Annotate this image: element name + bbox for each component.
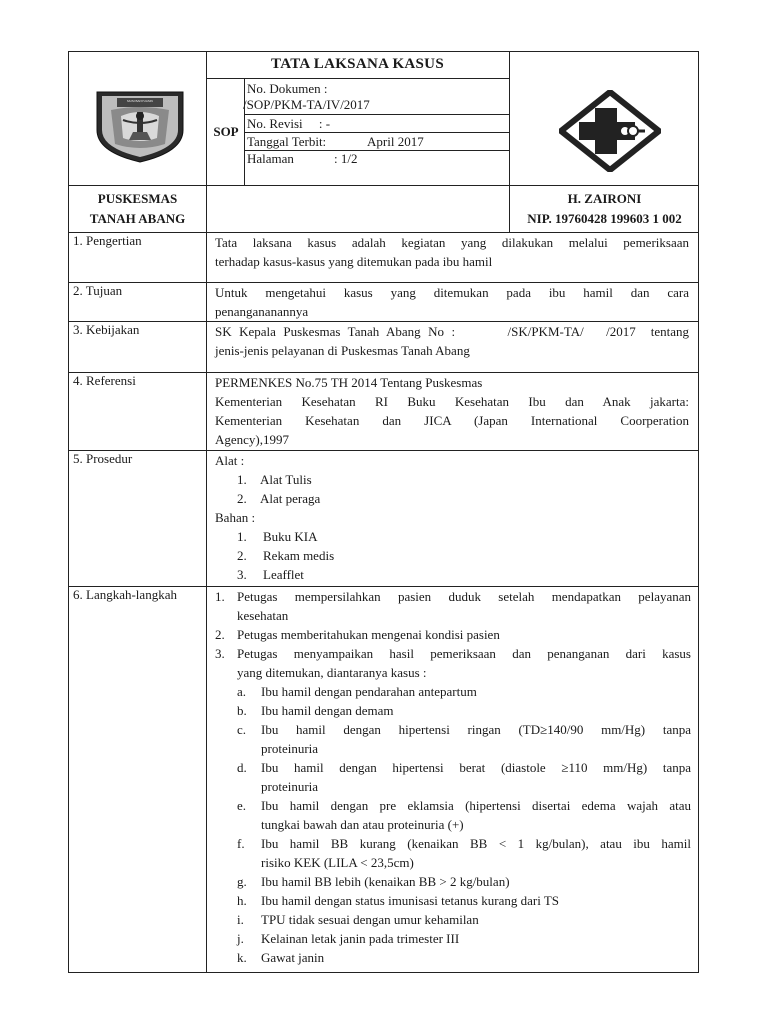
org-name (69, 189, 206, 229)
page-label: Halaman (247, 151, 294, 166)
sop-col-divider (244, 78, 245, 185)
list-item (215, 872, 691, 891)
puskesmas-logo (559, 90, 661, 172)
signer-block (509, 189, 700, 229)
section-label-langkah: 6. Langkah-langkah (73, 587, 177, 602)
list-item (215, 929, 691, 948)
referensi-line2: Kementerian Kesehatan RI Buku Kesehatan Ibu dan Anak jakarta: (215, 394, 689, 409)
doc-number-value: /SOP/PKM-TA/IV/2017 (243, 97, 370, 112)
list-letter: e. (237, 798, 247, 813)
bahan-item-2: Rekam medis (263, 548, 335, 563)
step-2: Petugas memberitahukan mengenai kondisi pasien (237, 627, 500, 642)
list-letter: d. (237, 760, 247, 775)
page-value: : 1/2 (334, 151, 358, 166)
case-k: Gawat janin (261, 950, 325, 965)
section-label-referensi: 4. Referensi (73, 373, 136, 388)
list-item (215, 682, 691, 701)
section-label-pengertian: 1. Pengertian (73, 233, 142, 248)
revision-info: No. Revisi : - (247, 116, 331, 131)
list-item (215, 720, 691, 758)
case-g: Ibu hamil BB lebih (kenaikan BB > 2 kg/bulan) (261, 874, 510, 889)
logo-col-divider (206, 52, 207, 232)
doc-number-label: No. Dokumen : (247, 81, 328, 96)
section-body-referensi (215, 373, 689, 449)
list-item (215, 796, 691, 834)
list-number: 1. (237, 529, 247, 544)
list-letter: a. (237, 684, 247, 699)
section-body-tujuan (215, 283, 689, 321)
health-cross-icon (559, 90, 661, 172)
list-letter: f. (237, 836, 245, 851)
section-label-prosedur: 5. Prosedur (73, 451, 133, 466)
list-letter: c. (237, 722, 247, 737)
list-number: 2. (237, 491, 247, 506)
document-title: TATA LAKSANA KASUS (271, 56, 444, 72)
list-number: 3. (237, 567, 247, 582)
docno-divider (244, 114, 509, 115)
alat-label: Alat : (215, 453, 245, 468)
section-body-langkah (215, 587, 691, 967)
list-number: 2. (215, 627, 225, 642)
list-number: 2. (237, 548, 247, 563)
case-e-line1: Ibu hamil dengan pre eklamsia (hipertensi disertai edema wajah atau (261, 798, 691, 813)
step-1-line2: kesehatan (237, 608, 289, 623)
signer-name: H. ZAIRONI (567, 191, 642, 206)
list-item (215, 948, 691, 967)
list-number: 1. (237, 472, 247, 487)
case-f-line1: Ibu hamil BB kurang (kenaikan BB < 1 kg/bulan), atau ibu hamil (261, 836, 691, 851)
list-letter: k. (237, 950, 247, 965)
list-letter: j. (237, 931, 244, 946)
bahan-item-1: Buku KIA (263, 529, 318, 544)
section-body-prosedur (215, 451, 689, 584)
pengertian-line1: Tata laksana kasus adalah kegiatan yang dilakukan melalui pemeriksaan (215, 235, 689, 250)
alat-item-1: Alat Tulis (260, 472, 312, 487)
list-item (215, 910, 691, 929)
list-number: 1. (215, 589, 225, 604)
list-item (215, 527, 689, 546)
list-item (215, 834, 691, 872)
list-letter: b. (237, 703, 247, 718)
list-item (215, 644, 691, 682)
case-a: Ibu hamil dengan pendarahan antepartum (261, 684, 477, 699)
case-f-line2: risiko KEK (LILA < 23,5cm) (261, 855, 414, 870)
org-name-line1: PUSKESMAS (97, 191, 178, 206)
case-d-line2: proteinuria (261, 779, 319, 794)
revision-divider (244, 132, 509, 133)
list-item (215, 565, 689, 584)
case-h: Ibu hamil dengan status imunisasi tetanus kurang dari TS (261, 893, 559, 908)
signer-nip: NIP. 19760428 199603 1 002 (527, 211, 682, 226)
case-i: TPU tidak sesuai dengan umur kehamilan (261, 912, 479, 927)
pengertian-line2: terhadap kasus-kasus yang ditemukan pada ibu hamil (215, 254, 493, 269)
list-item (215, 891, 691, 910)
list-letter: h. (237, 893, 247, 908)
kebijakan-line1: SK Kepala Puskesmas Tanah Abang No : /SK/PKM-TA/ /2017 tentang (215, 324, 689, 339)
issue-date-value: April 2017 (367, 134, 424, 149)
tujuan-line2: penangananannya (215, 304, 309, 319)
list-item (215, 587, 691, 625)
list-item (215, 701, 691, 720)
list-item (215, 489, 689, 508)
issue-date-label: Tanggal Terbit: (247, 134, 327, 149)
label-col-divider (206, 232, 207, 973)
referensi-line3: Kementerian Kesehatan dan JICA (Japan International Coorperation (215, 413, 689, 428)
kebijakan-line2: jenis-jenis pelayanan di Puskesmas Tanah Abang (215, 343, 470, 358)
list-letter: i. (237, 912, 244, 927)
tujuan-line1: Untuk mengetahui kasus yang ditemukan pada ibu hamil dan cara (215, 285, 689, 300)
section-label-tujuan: 2. Tujuan (73, 283, 123, 298)
list-item (215, 546, 689, 565)
alat-item-2: Alat peraga (260, 491, 321, 506)
case-e-line2: tungkai bawah dan atau proteinuria (+) (261, 817, 464, 832)
regency-crest-icon (91, 86, 189, 164)
bahan-label: Bahan : (215, 510, 256, 525)
list-item (215, 625, 691, 644)
title-divider (206, 78, 509, 79)
case-j: Kelainan letak janin pada trimester III (261, 931, 460, 946)
list-item (215, 758, 691, 796)
org-name-line2: TANAH ABANG (89, 211, 186, 226)
sop-document (68, 51, 699, 973)
regency-logo-text: MUSI BANYUASIN (127, 99, 153, 103)
section-body-pengertian (215, 233, 689, 271)
case-b: Ibu hamil dengan demam (261, 703, 394, 718)
header-bottom-line (69, 185, 699, 186)
case-c-line2: proteinuria (261, 741, 319, 756)
list-letter: g. (237, 874, 247, 889)
step-3-line2: yang ditemukan, diantaranya kasus : (237, 665, 427, 680)
list-item (215, 470, 689, 489)
section-body-kebijakan (215, 322, 689, 360)
step-1-line1: Petugas mempersilahkan pasien duduk setelah mendapatkan pelayanan (237, 589, 691, 604)
case-c-line1: Ibu hamil dengan hipertensi ringan (TD≥140/90 mm/Hg) tanpa (261, 722, 691, 737)
section-label-kebijakan: 3. Kebijakan (73, 322, 140, 337)
regency-logo (91, 86, 189, 164)
list-number: 3. (215, 646, 225, 661)
referensi-line4: Agency),1997 (215, 432, 290, 447)
bahan-item-3: Leafflet (263, 567, 304, 582)
sop-label: SOP (213, 124, 239, 139)
case-d-line1: Ibu hamil dengan hipertensi berat (diastole ≥110 mm/Hg) tanpa (261, 760, 691, 775)
step-3-line1: Petugas menyampaikan hasil pemeriksaan dan penanganan dari kasus (237, 646, 691, 661)
referensi-line1: PERMENKES No.75 TH 2014 Tentang Puskesmas (215, 375, 483, 390)
